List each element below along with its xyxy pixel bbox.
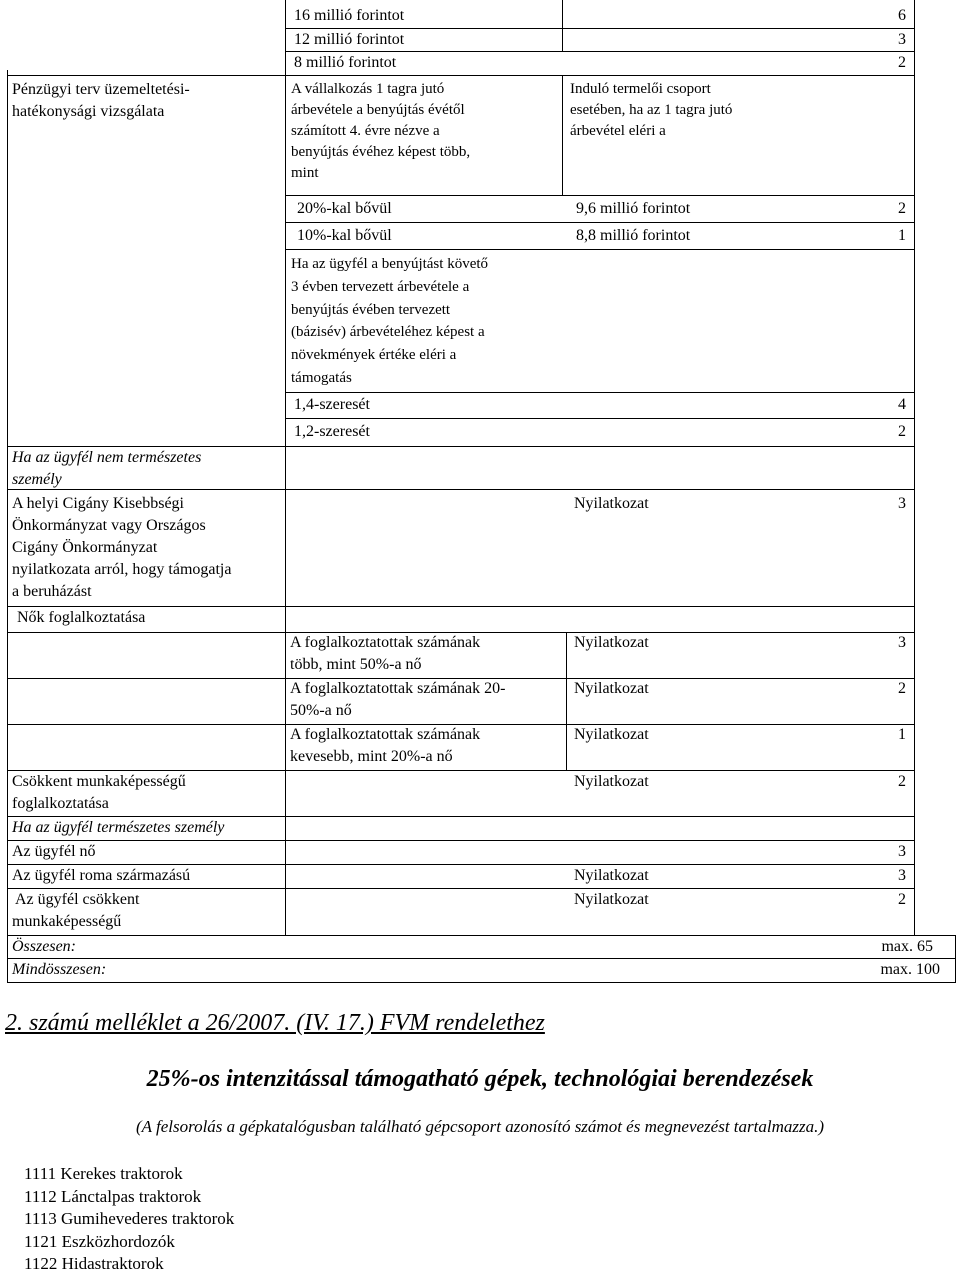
annex-title: 2. számú melléklet a 26/2007. (IV. 17.) FVM rendelethez bbox=[5, 1010, 545, 1036]
text-line: A vállalkozás 1 tagra jutó bbox=[291, 81, 445, 97]
row-points: 2 bbox=[898, 54, 906, 71]
subnote: (A felsorolás a gépkatalógusban található gépcsoport azonosító számot és megnevezést tartalmazza.) bbox=[136, 1117, 824, 1136]
text-line: Ha az ügyfél nem természetes bbox=[12, 449, 202, 466]
text-line: Csökkent munkaképességű bbox=[12, 773, 186, 790]
line bbox=[7, 935, 956, 936]
row-label: 10%-kal bővül bbox=[297, 227, 392, 244]
text-line: benyújtás évében tervezett bbox=[291, 301, 451, 318]
text-line: Az ügyfél csökkent bbox=[15, 891, 140, 908]
line bbox=[285, 392, 915, 393]
text-line: A foglalkoztatottak számának 20- bbox=[290, 680, 506, 697]
row-label: 1,2-szeresét bbox=[294, 423, 370, 440]
text-line: mint bbox=[291, 165, 319, 181]
declaration-label: Nyilatkozat bbox=[574, 773, 649, 790]
line bbox=[566, 632, 567, 770]
row-label: 1,4-szeresét bbox=[294, 396, 370, 413]
client-woman-label: Az ügyfél nő bbox=[12, 843, 96, 860]
line bbox=[285, 222, 915, 223]
text-line: 50%-a nő bbox=[290, 702, 352, 719]
list-item: 1121 Eszközhordozók bbox=[24, 1231, 175, 1251]
text-line: A foglalkoztatottak számának bbox=[290, 634, 481, 651]
reduced-capacity-label bbox=[12, 771, 186, 815]
text-line: A foglalkoztatottak számának bbox=[290, 726, 481, 743]
client-roma-label: Az ügyfél roma származású bbox=[12, 867, 191, 884]
gypsy-gov-label bbox=[12, 493, 231, 603]
line bbox=[7, 958, 956, 959]
row-points: 3 bbox=[898, 867, 906, 884]
line bbox=[914, 0, 915, 935]
line bbox=[285, 418, 915, 419]
revenue-left-text bbox=[291, 79, 470, 184]
text-line: számított 4. évre nézve a bbox=[291, 123, 440, 139]
declaration-label: Nyilatkozat bbox=[574, 891, 649, 908]
row-points: 3 bbox=[898, 31, 906, 48]
line bbox=[285, 0, 286, 935]
text-line: benyújtás évéhez képest több, bbox=[291, 144, 471, 160]
line bbox=[7, 70, 8, 982]
declaration-label: Nyilatkozat bbox=[574, 495, 649, 512]
line bbox=[562, 75, 563, 195]
text-line: (bázisév) árbevételéhez képest a bbox=[291, 324, 485, 341]
text-line: Cigány Önkormányzat bbox=[12, 539, 158, 556]
row-label: 8 millió forintot bbox=[294, 54, 397, 71]
text-line: árbevétele a benyújtás évétől bbox=[291, 102, 465, 118]
text-line: 3 évben tervezett árbevétele a bbox=[291, 278, 470, 295]
row-points: 4 bbox=[898, 396, 906, 413]
row-points: 1 bbox=[898, 726, 906, 743]
row-label: 20%-kal bővül bbox=[297, 200, 392, 217]
text-line: árbevétel eléri a bbox=[570, 123, 666, 139]
row-points: 2 bbox=[898, 891, 906, 908]
declaration-label: Nyilatkozat bbox=[574, 680, 649, 697]
line bbox=[285, 249, 915, 250]
text-line: Pénzügyi terv üzemeltetési- bbox=[12, 81, 190, 98]
list-item: 1113 Gumihevederes traktorok bbox=[24, 1209, 235, 1229]
text-line: A helyi Cigány Kisebbségi bbox=[12, 495, 184, 512]
line bbox=[562, 0, 563, 51]
women-row-text bbox=[290, 678, 505, 722]
list-item: 1122 Hidastraktorok bbox=[24, 1254, 164, 1274]
row-points: 6 bbox=[898, 7, 906, 24]
text-line: Induló termelői csoport bbox=[570, 81, 711, 97]
line bbox=[7, 982, 956, 983]
grand-total-value: max. 100 bbox=[880, 961, 940, 978]
client-reduced-label bbox=[12, 889, 139, 933]
row-label: 12 millió forintot bbox=[294, 31, 405, 48]
list-item: 1112 Lánctalpas traktorok bbox=[24, 1186, 202, 1206]
women-row-text bbox=[290, 724, 480, 768]
women-employment-label: Nők foglalkoztatása bbox=[17, 609, 146, 626]
line bbox=[7, 888, 915, 889]
financial-plan-label bbox=[12, 79, 190, 123]
row-amount: 9,6 millió forintot bbox=[576, 200, 691, 217]
total-value: max. 65 bbox=[881, 938, 933, 955]
text-line: munkaképességű bbox=[12, 913, 122, 930]
row-points: 2 bbox=[898, 200, 906, 217]
total-label: Összesen: bbox=[12, 938, 76, 955]
text-line: esetében, ha az 1 tagra jutó bbox=[570, 102, 733, 118]
row-points: 1 bbox=[898, 227, 906, 244]
line bbox=[7, 840, 915, 841]
text-line: több, mint 50%-a nő bbox=[290, 656, 422, 673]
line bbox=[7, 75, 915, 76]
text-line: Önkormányzat vagy Országos bbox=[12, 517, 206, 534]
machine-list bbox=[24, 1163, 234, 1276]
if-not-natural-label bbox=[12, 447, 201, 491]
row-points: 2 bbox=[898, 773, 906, 790]
text-line: személy bbox=[12, 471, 62, 488]
increment-text bbox=[291, 253, 488, 390]
row-points: 3 bbox=[898, 634, 906, 651]
list-item: 1111 Kerekes traktorok bbox=[24, 1164, 183, 1183]
row-points: 2 bbox=[898, 680, 906, 697]
text-line: a beruházást bbox=[12, 583, 92, 600]
text-line: kevesebb, mint 20%-a nő bbox=[290, 748, 453, 765]
declaration-label: Nyilatkozat bbox=[574, 726, 649, 743]
grand-total-label: Mindösszesen: bbox=[12, 961, 107, 978]
text-line: növekmények értéke eléri a bbox=[291, 347, 457, 364]
text-line: foglalkoztatása bbox=[12, 795, 109, 812]
declaration-label: Nyilatkozat bbox=[574, 867, 649, 884]
text-line: Ha az ügyfél a benyújtást követő bbox=[291, 256, 489, 272]
row-amount: 8,8 millió forintot bbox=[576, 227, 691, 244]
line bbox=[285, 195, 915, 196]
row-label: 16 millió forintot bbox=[294, 7, 405, 24]
text-line: hatékonysági vizsgálata bbox=[12, 103, 165, 120]
row-points: 2 bbox=[898, 423, 906, 440]
row-points: 3 bbox=[898, 843, 906, 860]
revenue-right-text bbox=[570, 79, 732, 142]
if-natural-label: Ha az ügyfél természetes személy bbox=[12, 819, 225, 836]
declaration-label: Nyilatkozat bbox=[574, 634, 649, 651]
text-line: nyilatkozata arról, hogy támogatja bbox=[12, 561, 232, 578]
women-row-text bbox=[290, 632, 480, 676]
text-line: támogatás bbox=[291, 369, 352, 386]
row-points: 3 bbox=[898, 495, 906, 512]
main-title: 25%-os intenzitással támogatható gépek, technológiai berendezések bbox=[146, 1066, 814, 1092]
